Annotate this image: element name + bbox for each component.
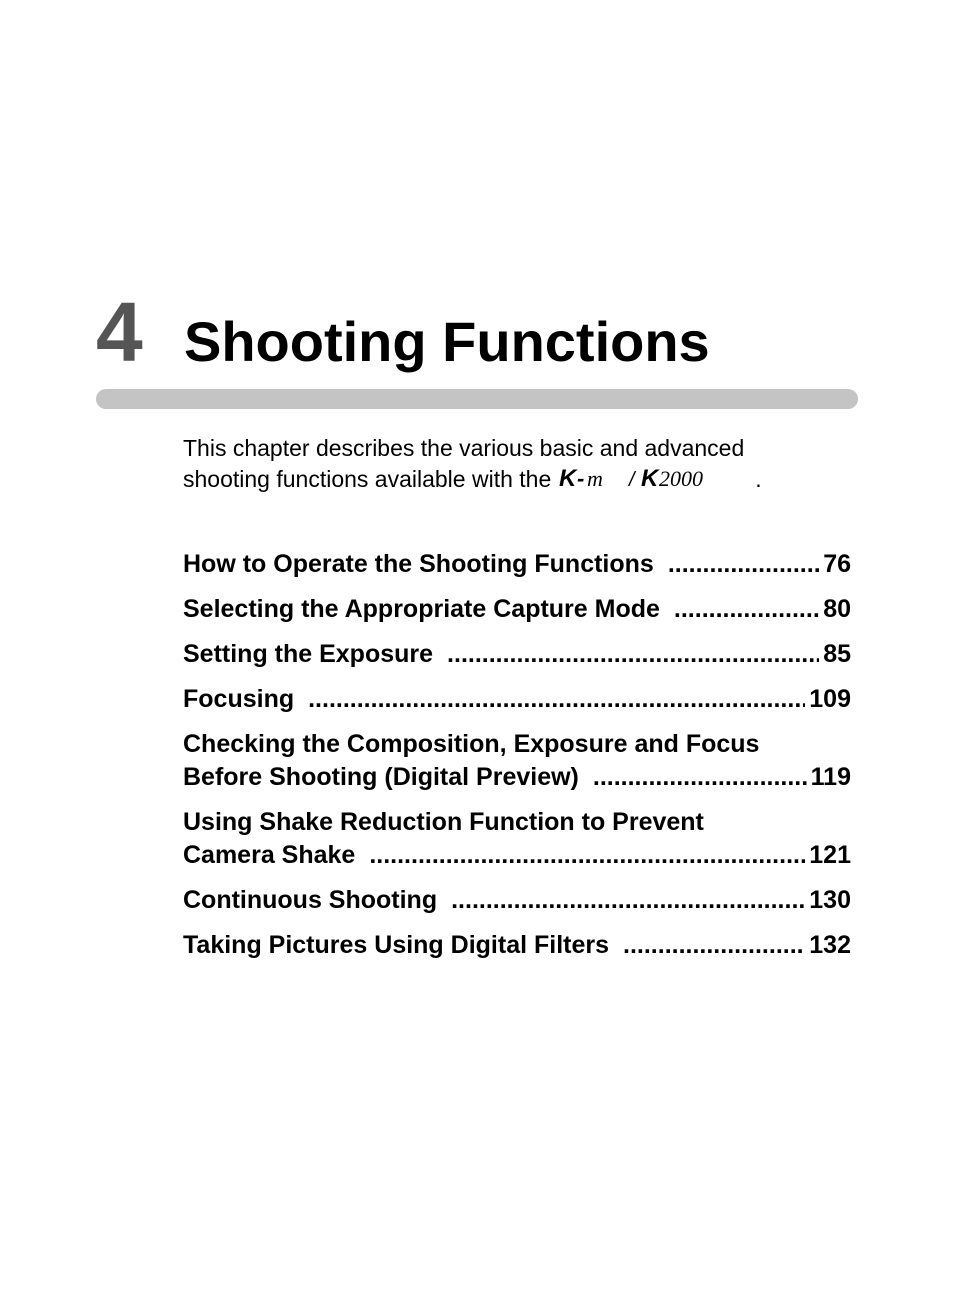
toc-page-number: 119	[810, 763, 851, 791]
toc-entry[interactable]	[183, 548, 851, 581]
svg-text:-: -	[577, 468, 585, 490]
toc-page-number: 80	[823, 595, 851, 623]
toc-entry-label: Focusing	[183, 685, 295, 713]
toc-entry-label: Before Shooting (Digital Preview)	[183, 763, 579, 791]
camera-model-logo	[559, 467, 755, 498]
toc-page-number: 85	[823, 640, 851, 668]
toc-entry-label: Camera Shake	[183, 841, 356, 869]
toc-page-number: 130	[809, 886, 851, 914]
toc-entry-label: Selecting the Appropriate Capture Mode	[183, 595, 660, 623]
toc-entry[interactable]	[183, 593, 851, 626]
intro-line-2	[183, 464, 863, 498]
toc-entry-label: Continuous Shooting	[183, 886, 438, 914]
toc-dot-leader	[623, 929, 805, 962]
toc-entry-row	[183, 929, 851, 962]
svg-text:K: K	[559, 468, 577, 490]
toc-dot-leader	[369, 839, 805, 872]
svg-text:2000: 2000	[659, 468, 704, 490]
toc-entry-row	[183, 548, 851, 581]
toc-entry[interactable]	[183, 929, 851, 962]
toc-entry-label: Setting the Exposure	[183, 640, 434, 668]
svg-text:/: /	[629, 469, 635, 490]
svg-text:m: m	[587, 468, 604, 490]
intro-line-1: This chapter describes the various basic and advanced	[183, 435, 745, 461]
svg-text:K: K	[641, 468, 659, 490]
toc-page-number: 76	[823, 550, 851, 578]
toc-entry-row	[183, 884, 851, 917]
toc-entry-row	[183, 638, 851, 671]
toc-entry-label: Checking the Composition, Exposure and Focus	[183, 730, 760, 758]
toc-dot-leader	[451, 884, 805, 917]
toc-dot-leader	[674, 593, 819, 626]
toc-entry-label: How to Operate the Shooting Functions	[183, 550, 654, 578]
chapter-title: Shooting Functions	[184, 310, 710, 373]
toc-dot-leader	[447, 638, 819, 671]
toc-dot-leader	[308, 683, 805, 716]
toc-dot-leader	[593, 761, 807, 794]
toc-page-number: 109	[809, 685, 851, 713]
table-of-contents	[183, 548, 851, 974]
toc-entry[interactable]	[183, 806, 851, 872]
toc-entry[interactable]	[183, 638, 851, 671]
toc-entry-row	[183, 839, 851, 872]
toc-page-number: 132	[809, 931, 851, 959]
toc-dot-leader	[668, 548, 819, 581]
toc-entry-row	[183, 761, 851, 794]
toc-entry[interactable]	[183, 683, 851, 716]
intro-end-punct: .	[755, 466, 762, 492]
chapter-intro	[183, 433, 863, 498]
toc-entry-row	[183, 593, 851, 626]
toc-entry-label: Taking Pictures Using Digital Filters	[183, 931, 610, 959]
chapter-number: 4	[96, 285, 143, 379]
chapter-header	[96, 285, 866, 380]
intro-line-2-text: shooting functions available with the	[183, 466, 552, 492]
toc-page-number: 121	[809, 841, 851, 869]
toc-entry[interactable]	[183, 884, 851, 917]
chapter-divider	[96, 389, 858, 409]
toc-entry[interactable]	[183, 728, 851, 794]
toc-entry-label: Using Shake Reduction Function to Prevent	[183, 808, 704, 836]
toc-entry-row	[183, 683, 851, 716]
